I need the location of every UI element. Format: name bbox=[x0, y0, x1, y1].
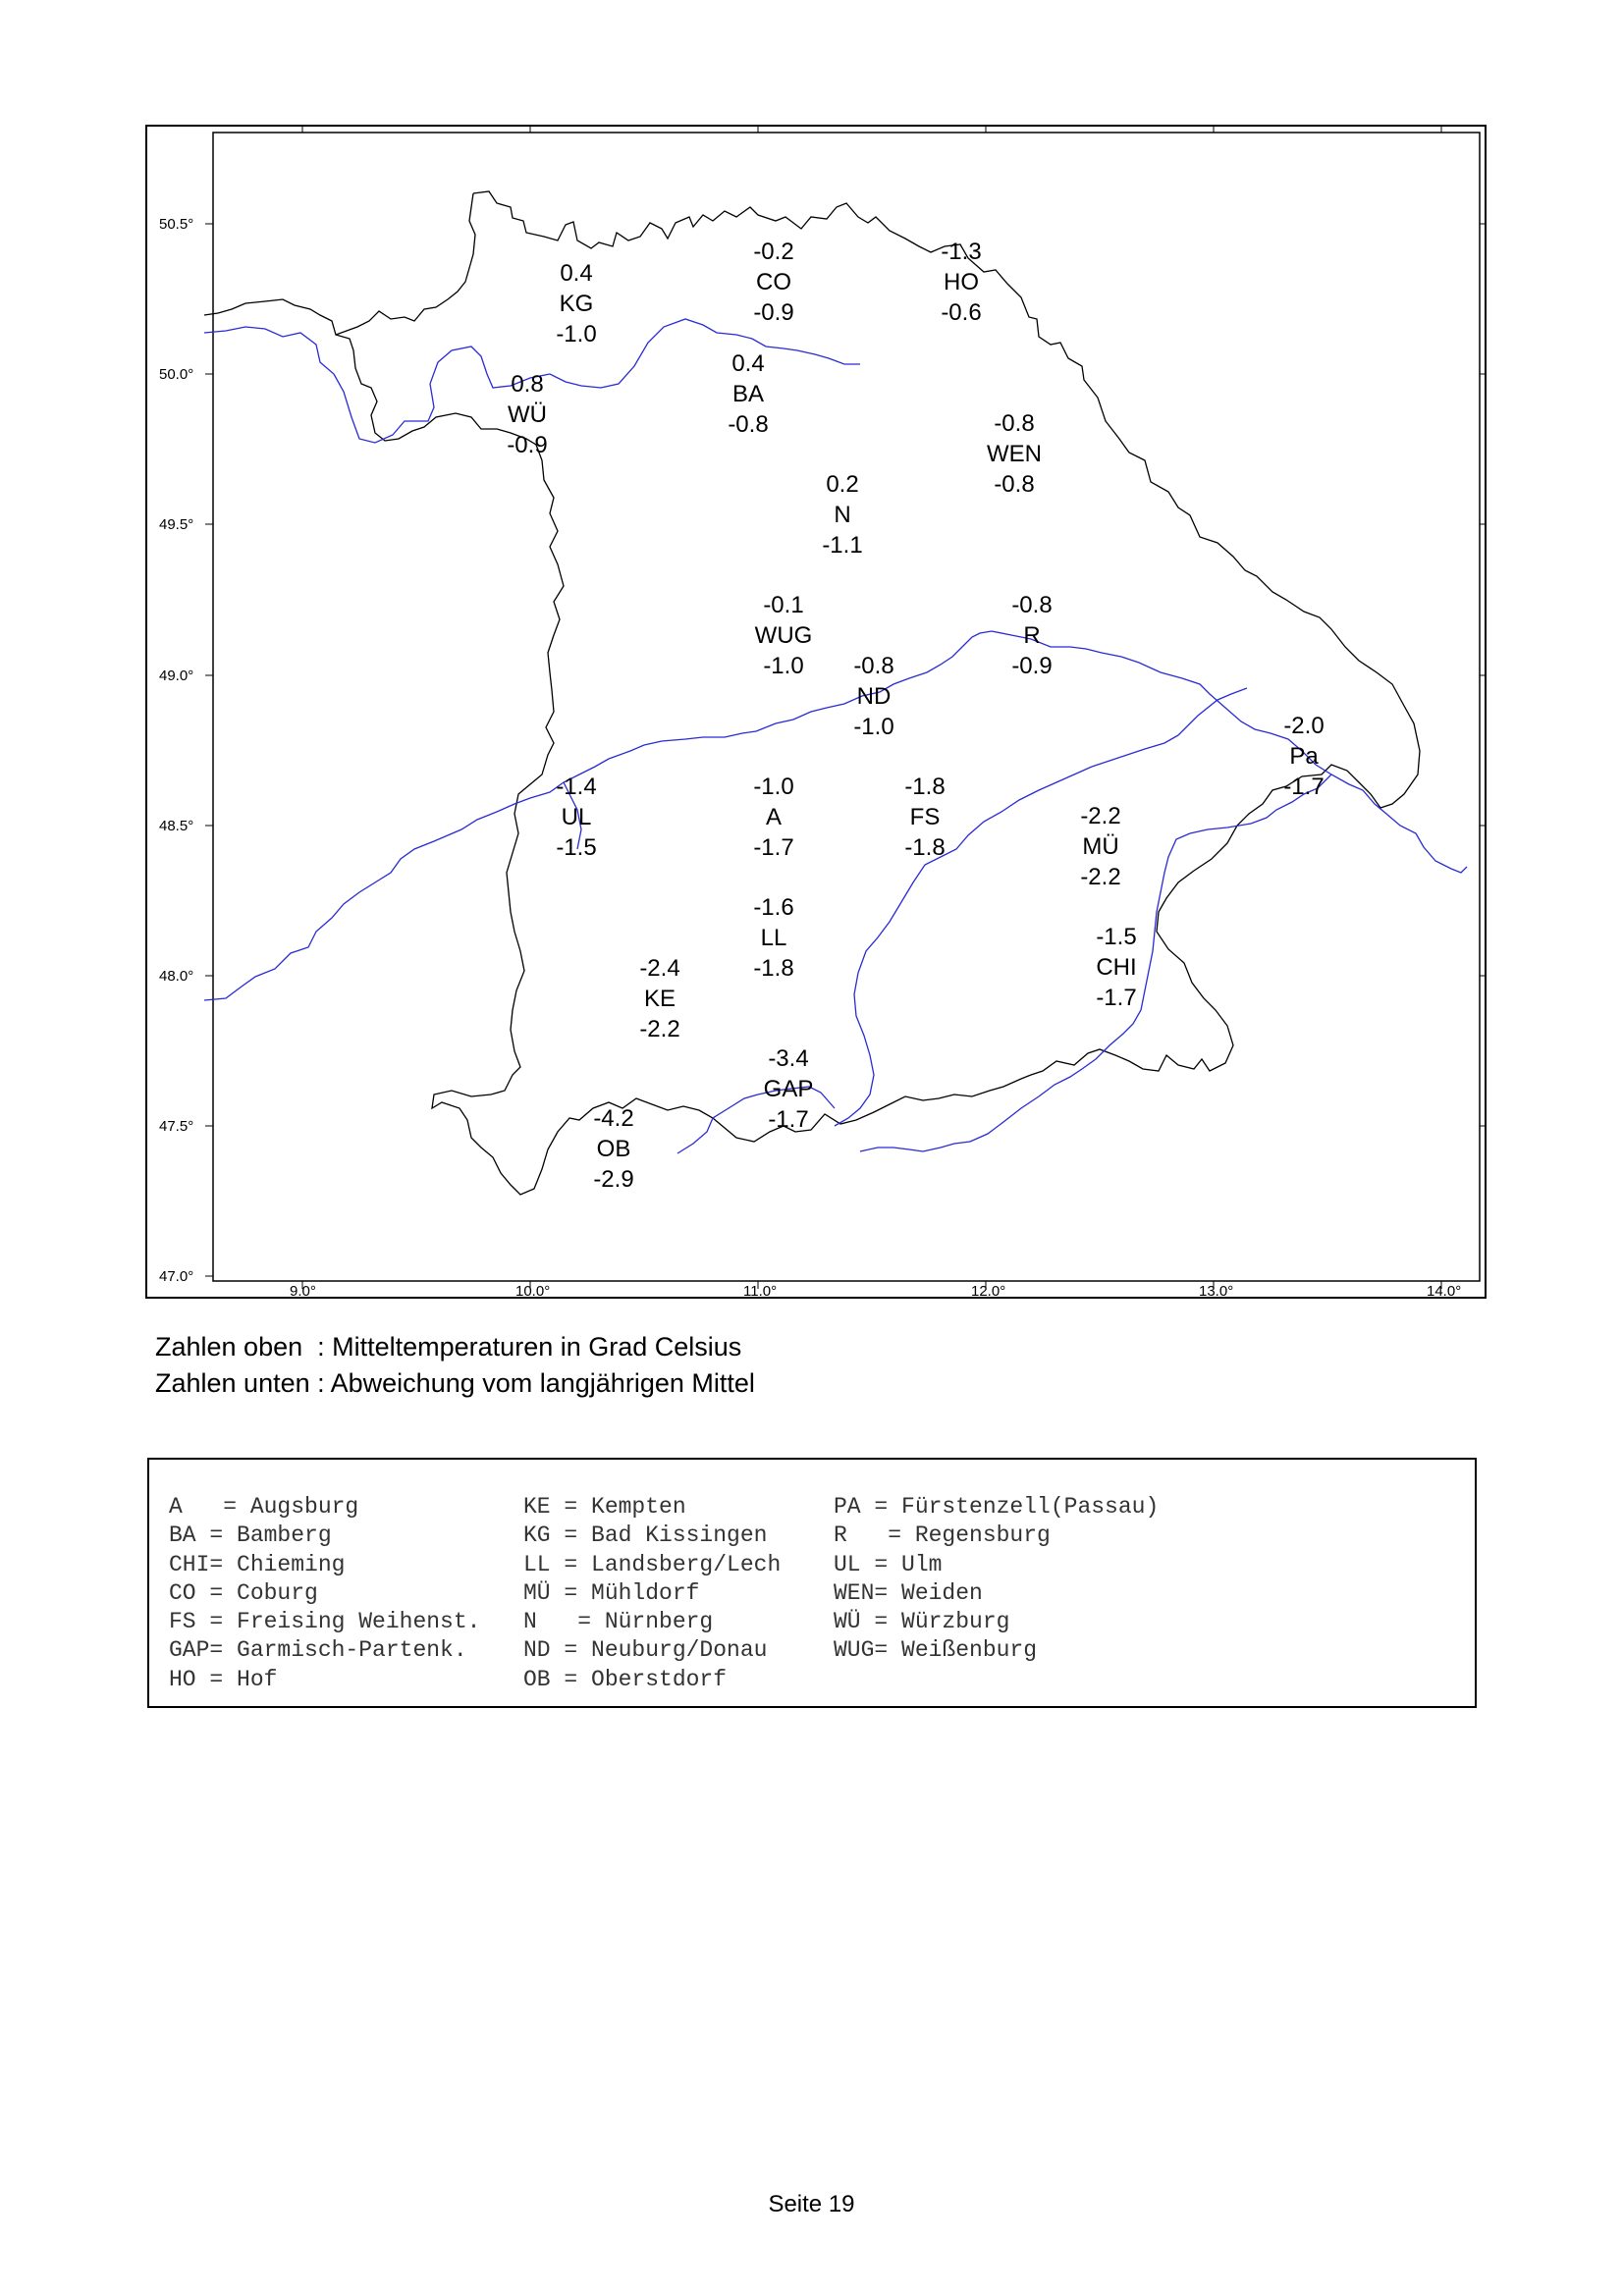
station-label-mü bbox=[1042, 801, 1160, 892]
abbreviation-entry: PA = Fürstenzell(Passau) bbox=[834, 1494, 1160, 1520]
station-label-co bbox=[715, 237, 833, 328]
station-code: UL bbox=[561, 804, 592, 830]
station-code: FS bbox=[909, 804, 941, 830]
station-deviation: -0.8 bbox=[994, 471, 1035, 498]
abbreviation-entry: UL = Ulm bbox=[834, 1551, 943, 1577]
station-label-pa bbox=[1245, 711, 1363, 802]
station-mean: -2.0 bbox=[1283, 713, 1325, 739]
abbreviation-entry: HO = Hof bbox=[169, 1666, 278, 1692]
y-tick-label: 50.5° bbox=[159, 216, 194, 233]
station-code: GAP bbox=[763, 1076, 814, 1102]
station-deviation: -1.7 bbox=[1096, 985, 1137, 1011]
x-tick-label: 11.0° bbox=[743, 1283, 778, 1297]
station-label-ho bbox=[902, 237, 1020, 328]
station-mean: 0.4 bbox=[731, 350, 765, 377]
station-deviation: -0.9 bbox=[1011, 653, 1053, 679]
station-mean: 0.8 bbox=[511, 371, 544, 398]
station-deviation: -1.7 bbox=[1283, 774, 1325, 800]
station-code: BA bbox=[731, 381, 764, 407]
abbreviation-entry: WUG= Weißenburg bbox=[834, 1637, 1038, 1664]
legend-line-mean: Zahlen oben : Mitteltemperaturen in Grad Celsius bbox=[155, 1332, 742, 1362]
station-mean: -4.2 bbox=[593, 1105, 634, 1132]
station-deviation: -1.0 bbox=[556, 321, 597, 347]
y-tick-label: 50.0° bbox=[159, 366, 194, 383]
station-code: WUG bbox=[754, 622, 813, 649]
station-label-r bbox=[973, 590, 1091, 681]
abbreviation-column-2 bbox=[523, 1493, 781, 1694]
station-mean: -1.0 bbox=[753, 774, 794, 800]
abbreviation-entry: WÜ = Würzburg bbox=[834, 1609, 1010, 1635]
station-code: KE bbox=[643, 986, 676, 1012]
abbreviation-entry: N = Nürnberg bbox=[523, 1609, 714, 1635]
station-deviation: -1.5 bbox=[556, 834, 597, 861]
station-label-n bbox=[784, 469, 901, 561]
station-deviation: -1.0 bbox=[763, 653, 804, 679]
station-deviation: -0.8 bbox=[728, 411, 769, 438]
station-mean: -0.1 bbox=[763, 592, 804, 618]
y-tick-label: 47.5° bbox=[159, 1118, 194, 1135]
abbreviation-entry: GAP= Garmisch-Partenk. bbox=[169, 1637, 467, 1664]
station-deviation: -1.7 bbox=[768, 1106, 809, 1133]
station-code: N bbox=[834, 502, 851, 528]
legend-line-deviation: Zahlen unten : Abweichung vom langjährigen Mittel bbox=[155, 1368, 755, 1398]
abbreviation-entry: A = Augsburg bbox=[169, 1494, 359, 1520]
station-deviation: -2.9 bbox=[593, 1166, 634, 1193]
station-deviation: -0.9 bbox=[507, 432, 548, 458]
station-mean: -1.6 bbox=[753, 894, 794, 921]
station-deviation: -0.6 bbox=[941, 299, 982, 326]
abbreviation-entry: CHI= Chieming bbox=[169, 1551, 346, 1577]
abbreviation-entry: KG = Bad Kissingen bbox=[523, 1522, 768, 1549]
station-deviation: -1.0 bbox=[853, 714, 894, 740]
y-tick-label: 48.0° bbox=[159, 968, 194, 985]
station-code: KG bbox=[559, 291, 594, 317]
station-code: R bbox=[1023, 622, 1041, 649]
abbreviation-entry: MÜ = Mühldorf bbox=[523, 1579, 700, 1606]
station-label-ba bbox=[689, 348, 807, 440]
station-mean: -3.4 bbox=[768, 1045, 809, 1072]
y-tick-label: 49.0° bbox=[159, 667, 194, 684]
abbreviation-column-1 bbox=[169, 1493, 480, 1694]
station-label-ul bbox=[517, 772, 635, 863]
station-deviation: -0.9 bbox=[753, 299, 794, 326]
abbreviation-box bbox=[147, 1458, 1477, 1708]
station-label-ob bbox=[555, 1103, 673, 1195]
station-mean: -0.8 bbox=[994, 410, 1035, 437]
y-tick-label: 48.5° bbox=[159, 818, 194, 834]
abbreviation-entry: LL = Landsberg/Lech bbox=[523, 1551, 782, 1577]
y-tick-label: 47.0° bbox=[159, 1268, 194, 1285]
station-code: CO bbox=[756, 269, 791, 295]
station-mean: -0.2 bbox=[753, 239, 794, 265]
abbreviation-entry: FS = Freising Weihenst. bbox=[169, 1609, 481, 1635]
station-mean: -0.8 bbox=[1011, 592, 1053, 618]
station-code: A bbox=[765, 804, 782, 830]
abbreviation-entry: KE = Kempten bbox=[523, 1494, 686, 1520]
station-mean: -1.3 bbox=[941, 239, 982, 265]
station-code: OB bbox=[596, 1136, 631, 1162]
station-code: WEN bbox=[987, 441, 1042, 467]
abbreviation-entry: ND = Neuburg/Donau bbox=[523, 1637, 768, 1664]
station-code: WÜ bbox=[508, 401, 547, 428]
page-number: Seite 19 bbox=[768, 2191, 855, 2217]
station-mean: -1.5 bbox=[1096, 924, 1137, 950]
station-mean: 0.2 bbox=[826, 471, 859, 498]
river-inn bbox=[1178, 688, 1247, 735]
station-label-ke bbox=[601, 953, 719, 1044]
station-mean: -2.2 bbox=[1080, 803, 1121, 829]
station-label-gap bbox=[730, 1043, 847, 1135]
station-code: HO bbox=[944, 269, 979, 295]
station-label-ll bbox=[715, 892, 833, 984]
abbreviation-entry: R = Regensburg bbox=[834, 1522, 1051, 1549]
station-deviation: -2.2 bbox=[1080, 864, 1121, 890]
station-label-a bbox=[715, 772, 833, 863]
station-code: MÜ bbox=[1082, 833, 1119, 860]
station-label-kg bbox=[517, 258, 635, 349]
station-label-fs bbox=[866, 772, 984, 863]
abbreviation-entry: CO = Coburg bbox=[169, 1579, 318, 1606]
station-label-chi bbox=[1057, 922, 1175, 1013]
map-frame bbox=[145, 125, 1487, 1299]
station-deviation: -1.8 bbox=[753, 955, 794, 982]
x-tick-label: 10.0° bbox=[515, 1283, 551, 1297]
station-deviation: -1.1 bbox=[822, 532, 863, 559]
x-tick-label: 12.0° bbox=[971, 1283, 1006, 1297]
station-label-nd bbox=[815, 651, 933, 742]
station-code: ND bbox=[856, 683, 892, 710]
station-code: Pa bbox=[1289, 743, 1319, 770]
y-tick-label: 49.5° bbox=[159, 516, 194, 533]
station-mean: -1.4 bbox=[556, 774, 597, 800]
station-code: CHI bbox=[1096, 954, 1137, 981]
station-label-wen bbox=[955, 408, 1073, 500]
abbreviation-entry: OB = Oberstdorf bbox=[523, 1666, 728, 1692]
abbreviation-column-3 bbox=[834, 1493, 1159, 1666]
station-mean: -1.8 bbox=[904, 774, 946, 800]
x-tick-label: 9.0° bbox=[290, 1283, 316, 1297]
station-code: LL bbox=[760, 925, 787, 951]
station-deviation: -1.7 bbox=[753, 834, 794, 861]
x-tick-label: 13.0° bbox=[1199, 1283, 1234, 1297]
abbreviation-entry: BA = Bamberg bbox=[169, 1522, 332, 1549]
station-mean: -0.8 bbox=[853, 653, 894, 679]
station-label-wü bbox=[468, 369, 586, 460]
station-mean: -2.4 bbox=[639, 955, 680, 982]
station-deviation: -2.2 bbox=[639, 1016, 680, 1042]
station-mean: 0.4 bbox=[560, 260, 593, 287]
x-tick-label: 14.0° bbox=[1427, 1283, 1462, 1297]
station-deviation: -1.8 bbox=[904, 834, 946, 861]
abbreviation-entry: WEN= Weiden bbox=[834, 1579, 983, 1606]
